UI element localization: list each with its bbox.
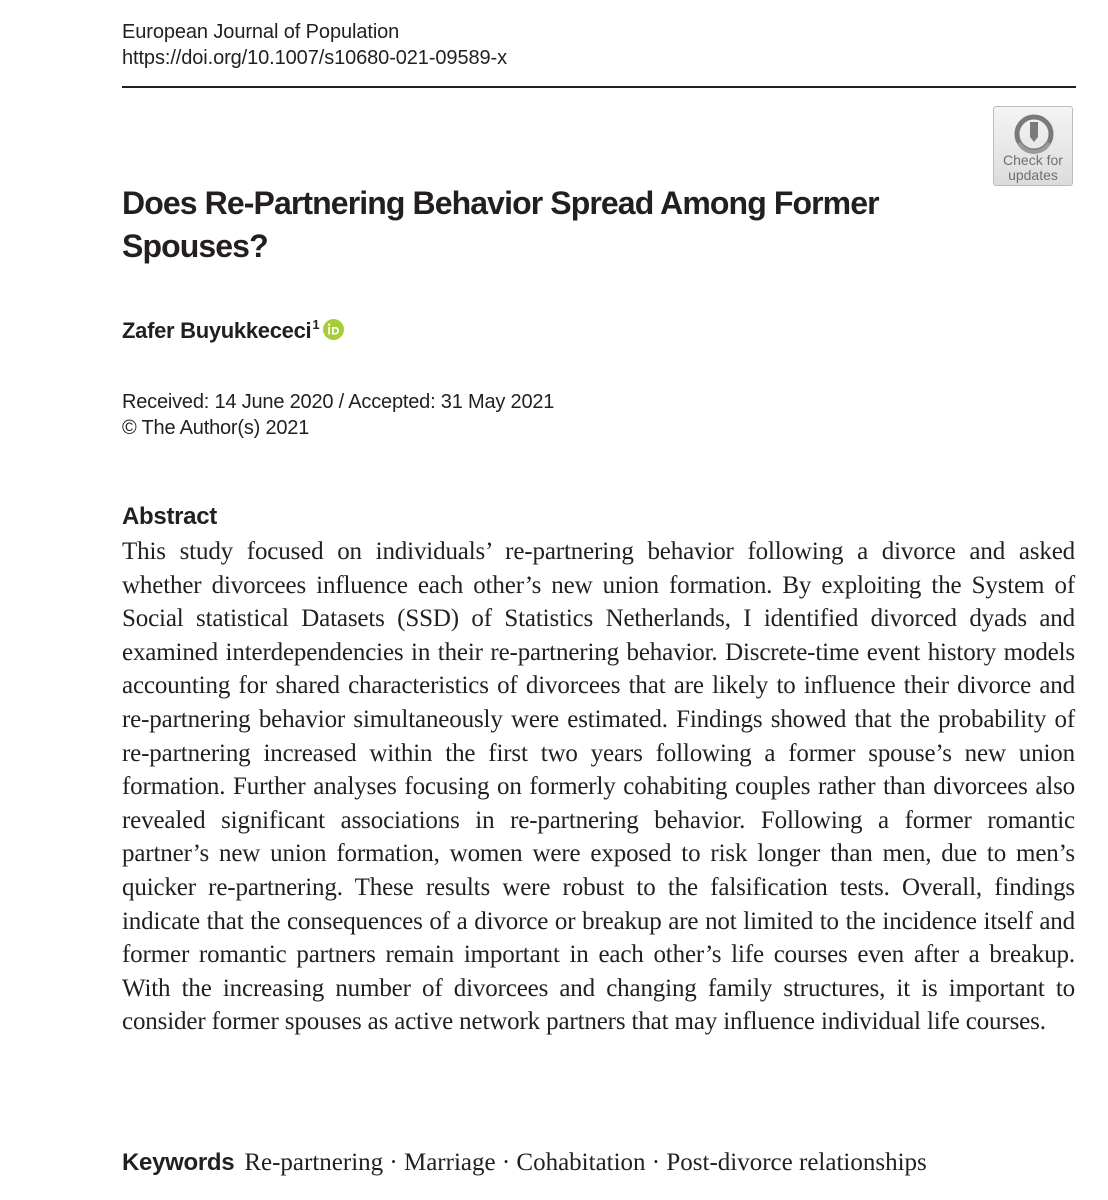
received-accepted-dates: Received: 14 June 2020 / Accepted: 31 May 2021 [122,391,555,413]
abstract-heading: Abstract [122,503,217,530]
copyright-notice: © The Author(s) 2021 [122,417,310,439]
journal-name: European Journal of Population [122,21,400,43]
keywords-list: Re-partnering · Marriage · Cohabitation · Post-divorce relationships [244,1149,927,1176]
check-for-updates-label: Check for updates [1003,152,1063,183]
affiliation-mark: 1 [312,317,320,332]
author-line [122,310,344,348]
keywords-label: Keywords [122,1149,235,1176]
abstract-text: This study focused on individuals’ re-partnering behavior following a divorce and asked whether divorcees influence each other’s new union formation. By exploiting the System of Social statistical Datasets (SSD) of Statistics Netherlands, I identified divorced dyads and examined interdependencies in their re-partnering behavior. Discrete-time event history models accounting for shared characteristics of divorcees that are likely to influence their divorce and re-partnering behavior simultaneously were estimated. Findings showed that the probability of re-partnering increased within the first two years following a former spouse’s new union formation. Further analyses focusing on formerly cohabiting couples rather than divorcees also revealed significant associations in re-partnering behavior. Following a former romantic partner’s new union formation, women were exposed to risk longer than men, due to men’s quicker re-partnering. These results were robust to the falsification tests. Overall, findings indicate that the consequences of a divorce or breakup are not limited to the incidence itself and former romantic partners remain important in each other’s life courses even after a breakup. With the increasing number of divorcees and changing family structures, it is important to consider former spouses as active network partners that may influence individual life courses. [122,538,1075,1036]
keywords-line [122,1146,1082,1180]
check-for-updates-badge[interactable] [993,106,1073,186]
check-for-updates-icon [1011,113,1057,155]
orcid-icon[interactable] [323,318,344,348]
author-name: Zafer Buyukkececi [122,318,312,343]
doi-link[interactable]: https://doi.org/10.1007/s10680-021-09589-x [122,47,507,69]
article-title: Does Re-Partnering Behavior Spread Among Former Spouses? [122,185,879,264]
header-divider [122,86,1076,88]
